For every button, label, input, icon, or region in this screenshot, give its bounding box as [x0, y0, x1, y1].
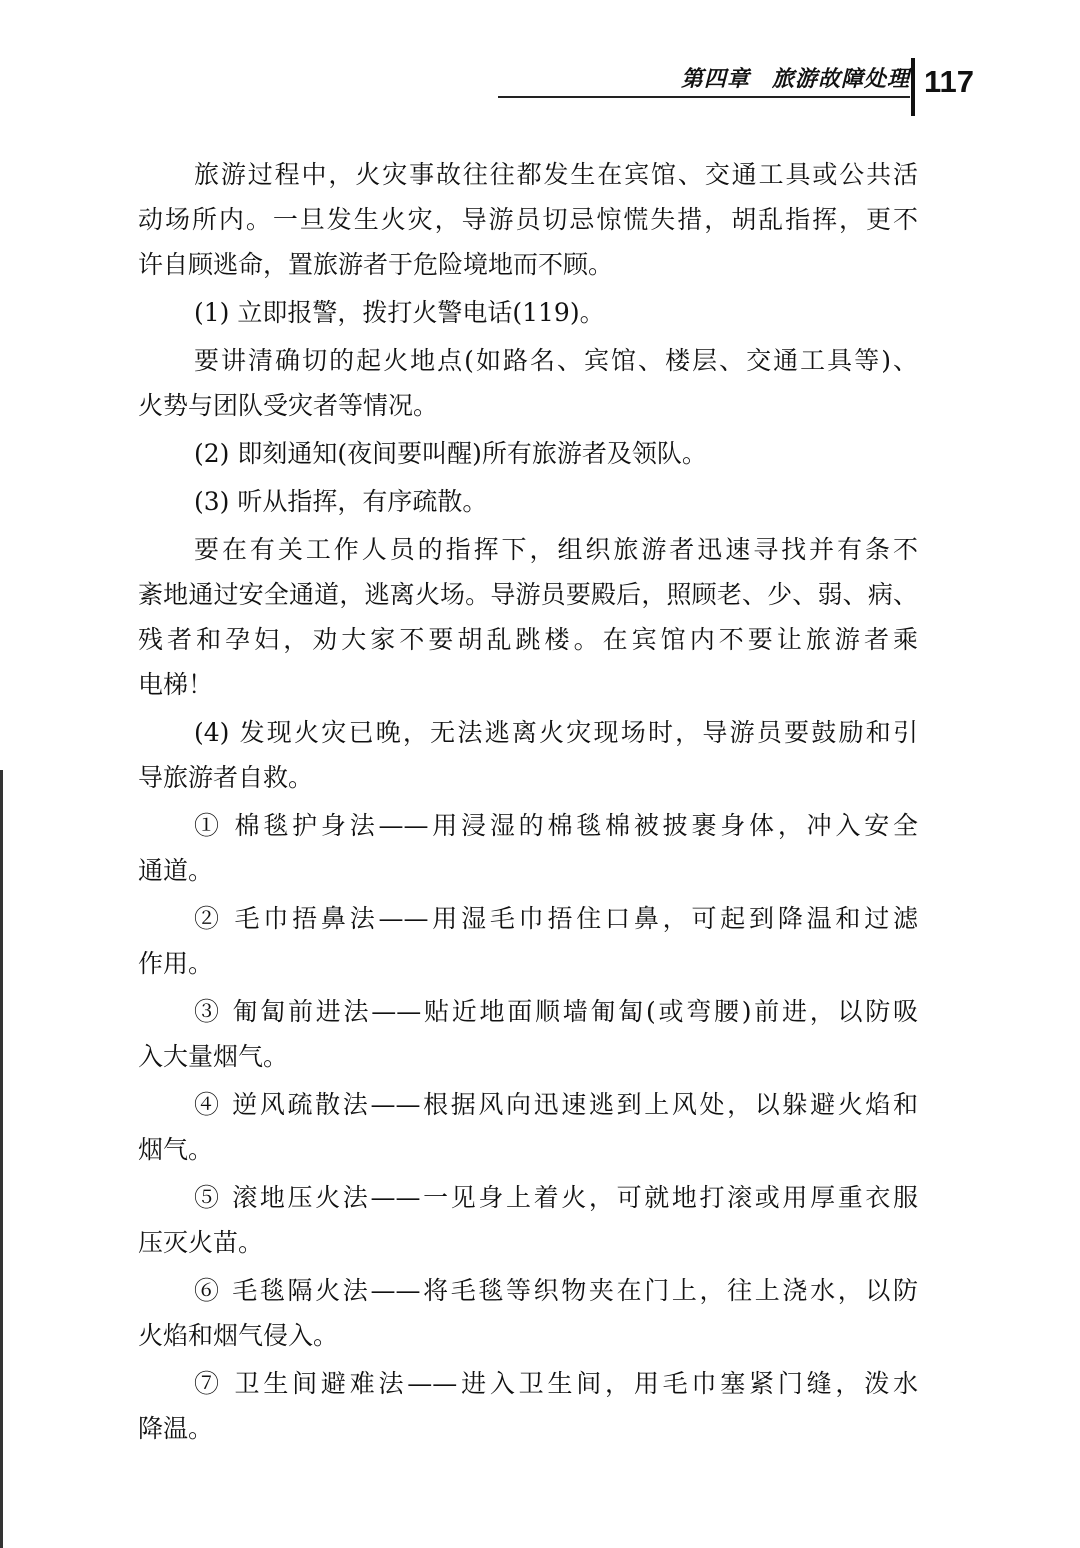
paragraph: [138, 1082, 918, 1172]
text-line: ③ 匍匐前进法——贴近地面顺墙匍匐(或弯腰)前进，以防吸: [194, 997, 918, 1026]
text-line: ④ 逆风疏散法——根据风向迅速逃到上风处，以躲避火焰和: [194, 1090, 918, 1119]
text-line: 压灭火苗。: [138, 1228, 264, 1257]
paragraph: [138, 527, 918, 707]
text-line: (4) 发现火灾已晚，无法逃离火灾现场时，导游员要鼓励和引: [194, 718, 918, 747]
chapter-heading: [681, 62, 910, 93]
paragraph: [138, 152, 918, 287]
text-line: ② 毛巾捂鼻法——用湿毛巾捂住口鼻，可起到降温和过滤: [194, 904, 918, 933]
text-line: (1) 立即报警，拨打火警电话(119)。: [194, 298, 605, 327]
text-line: 紊地通过安全通道，逃离火场。导游员要殿后，照顾老、少、弱、病、: [138, 580, 918, 609]
running-head: [498, 62, 910, 102]
text-line: ⑦ 卫生间避难法——进入卫生间，用毛巾塞紧门缝，泼水: [194, 1369, 918, 1398]
text-line: 火焰和烟气侵入。: [138, 1321, 339, 1350]
text-line: 降温。: [138, 1414, 214, 1443]
text-line: 火势与团队受灾者等情况。: [138, 391, 439, 420]
paragraph: [138, 896, 918, 986]
text-line: 电梯！: [138, 670, 214, 699]
text-line: ① 棉毯护身法——用浸湿的棉毯棉被披裹身体，冲入安全: [194, 811, 918, 840]
text-line: 要在有关工作人员的指挥下，组织旅游者迅速寻找并有条不: [194, 535, 918, 564]
header-vertical-bar: [911, 58, 915, 116]
text-line: 入大量烟气。: [138, 1042, 289, 1071]
text-line: 许自顾逃命，置旅游者于危险境地而不顾。: [138, 250, 614, 279]
paragraph: [138, 803, 918, 893]
text-line: 导旅游者自救。: [138, 763, 314, 792]
paragraph: [138, 338, 918, 428]
text-line: 动场所内。一旦发生火灾，导游员切忌惊慌失措，胡乱指挥，更不: [138, 205, 918, 234]
text-line: ⑥ 毛毯隔火法——将毛毯等织物夹在门上，往上浇水，以防: [194, 1276, 918, 1305]
paragraph: [138, 290, 918, 335]
text-line: (2) 即刻通知(夜间要叫醒)所有旅游者及领队。: [194, 439, 707, 468]
text-line: 残者和孕妇，劝大家不要胡乱跳楼。在宾馆内不要让旅游者乘: [138, 625, 918, 654]
paragraph-gap: [138, 1451, 918, 1454]
page-number: 117: [924, 64, 975, 99]
header-rule: [498, 96, 910, 98]
paragraph: [138, 1175, 918, 1265]
text-line: ⑤ 滚地压火法——一见身上着火，可就地打滚或用厚重衣服: [194, 1183, 918, 1212]
paragraph: [138, 1361, 918, 1451]
paragraph: [138, 1268, 918, 1358]
text-line: 要讲清确切的起火地点(如路名、宾馆、楼层、交通工具等)、: [194, 346, 918, 375]
chapter-title: 旅游故障处理: [771, 66, 910, 92]
paragraph: [138, 989, 918, 1079]
chapter-label: 第四章: [680, 66, 750, 92]
text-line: 烟气。: [138, 1135, 214, 1164]
text-line: 通道。: [138, 856, 214, 885]
paragraph: [138, 479, 918, 524]
body-text: [138, 152, 918, 1454]
paragraph: [138, 431, 918, 476]
paragraph: [138, 710, 918, 800]
text-line: (3) 听从指挥，有序疏散。: [194, 487, 488, 516]
text-line: 作用。: [138, 949, 214, 978]
text-line: 旅游过程中，火灾事故往往都发生在宾馆、交通工具或公共活: [194, 160, 918, 189]
page-edge-line: [0, 770, 3, 1548]
